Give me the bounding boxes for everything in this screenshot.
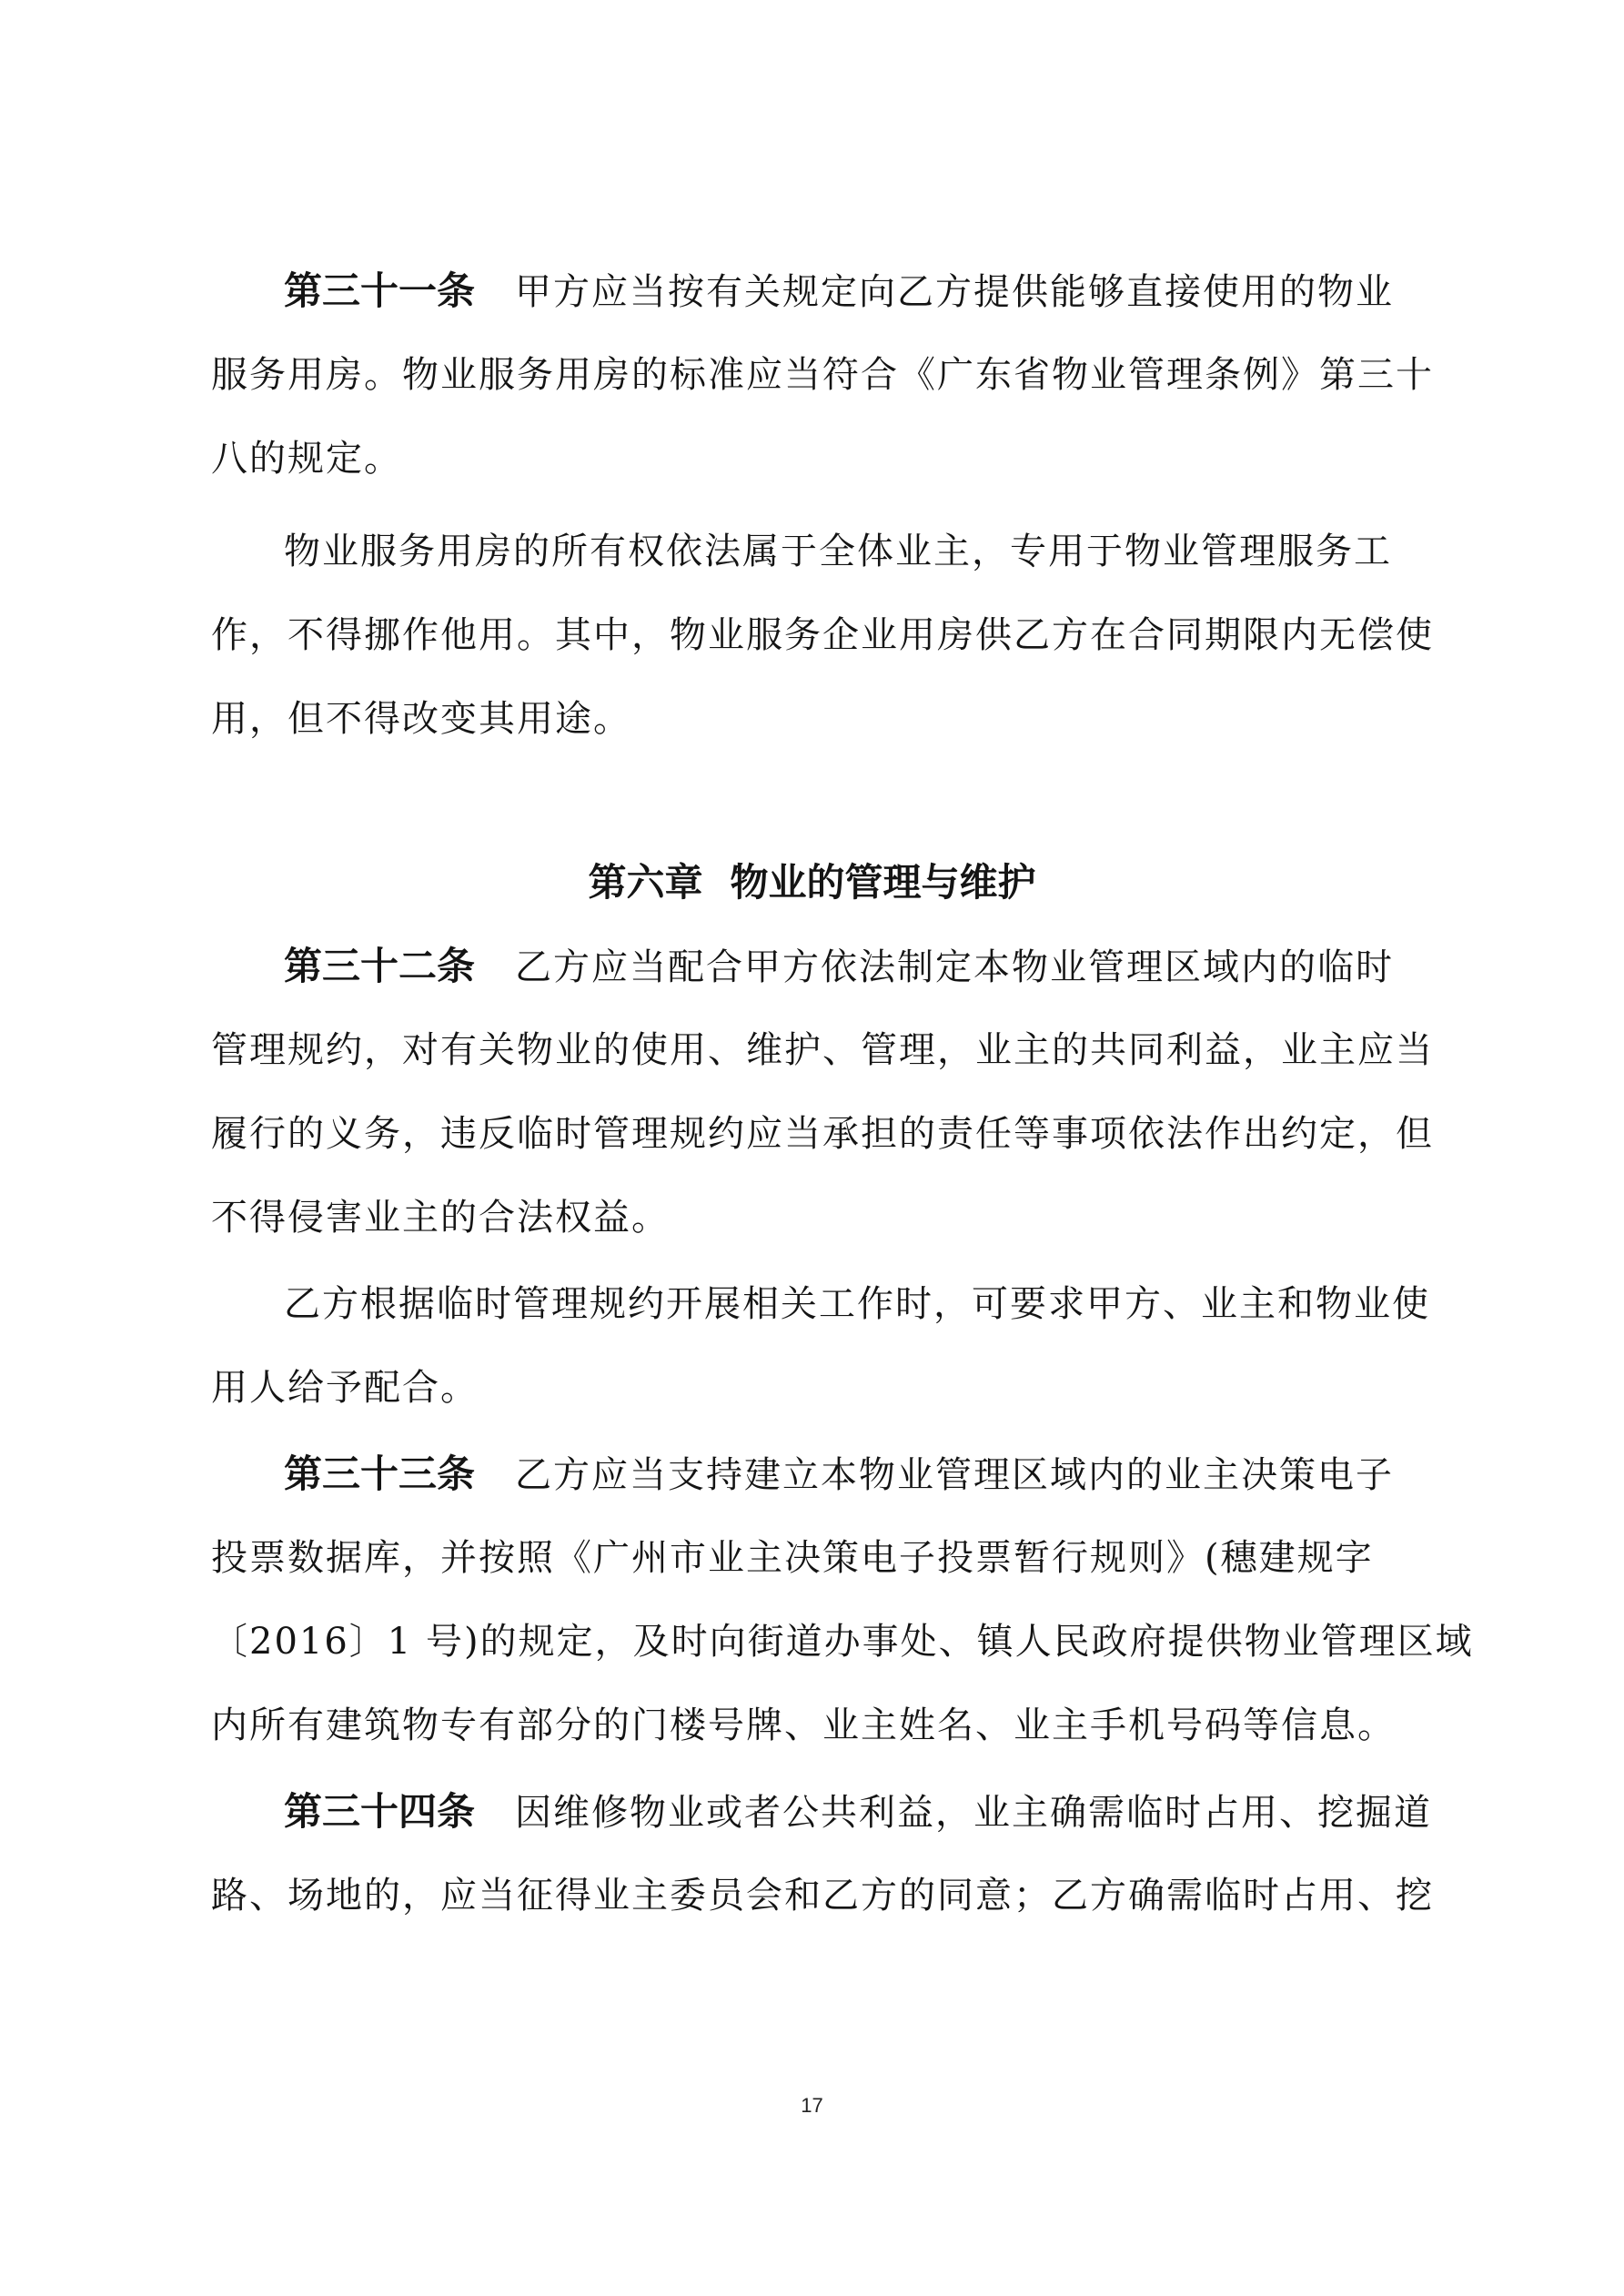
chapter-heading: [0, 857, 1624, 908]
article-31-paragraph-line: 物业服务用房的所有权依法属于全体业主，专用于物业管理服务工: [284, 531, 1392, 572]
article-32-paragraph-line: 乙方根据临时管理规约开展相关工作时，可要求甲方、业主和物业使: [284, 1283, 1430, 1325]
article-33-text: 乙方应当支持建立本物业管理区域内的业主决策电子: [515, 1454, 1395, 1496]
article-33-line: 〔2016〕1 号)的规定，及时向街道办事处、镇人民政府提供物业管理区域: [211, 1621, 1474, 1663]
chapter-number: 第六章: [588, 860, 703, 905]
article-31-text: 甲方应当按有关规定向乙方提供能够直接使用的物业: [515, 271, 1395, 313]
article-34-text: 因维修物业或者公共利益，业主确需临时占用、挖掘道: [515, 1792, 1433, 1834]
article-31-heading: 第三十一条: [284, 268, 476, 313]
article-33-heading: 第三十三条: [284, 1451, 476, 1496]
page-number: 17: [801, 2094, 823, 2117]
article-32-heading: 第三十二条: [284, 944, 476, 988]
article-33-first-line: [284, 1449, 1421, 1501]
article-32-line: 不得侵害业主的合法权益。: [211, 1197, 670, 1239]
article-32-line: 管理规约，对有关物业的使用、维护、管理，业主的共同利益，业主应当: [211, 1029, 1434, 1071]
article-34-first-line: [284, 1786, 1433, 1838]
article-31-line: 服务用房。物业服务用房的标准应当符合《广东省物业管理条例》第三十: [211, 354, 1434, 396]
article-34-line: 路、场地的，应当征得业主委员会和乙方的同意；乙方确需临时占用、挖: [211, 1875, 1434, 1917]
article-31-first-line: [284, 266, 1421, 318]
article-34-heading: 第三十四条: [284, 1789, 476, 1834]
article-32-line: 履行的义务，违反临时管理规约应当承担的责任等事项依法作出约定，但: [211, 1113, 1434, 1155]
article-32-paragraph-line: 用人给予配合。: [211, 1367, 479, 1409]
article-33-line: 内所有建筑物专有部分的门楼号牌、业主姓名、业主手机号码等信息。: [211, 1704, 1396, 1746]
article-31-paragraph-line: 作，不得挪作他用。其中，物业服务企业用房供乙方在合同期限内无偿使: [211, 614, 1434, 656]
article-31-paragraph-line: 用，但不得改变其用途。: [211, 698, 631, 740]
chapter-title: 物业的管理与维护: [730, 860, 1036, 905]
article-32-first-line: [284, 941, 1421, 993]
article-31-line: 八的规定。: [211, 438, 402, 480]
article-33-line: 投票数据库，并按照《广州市业主决策电子投票暂行规则》(穗建规字: [211, 1537, 1374, 1579]
article-32-text: 乙方应当配合甲方依法制定本物业管理区域内的临时: [515, 946, 1395, 988]
